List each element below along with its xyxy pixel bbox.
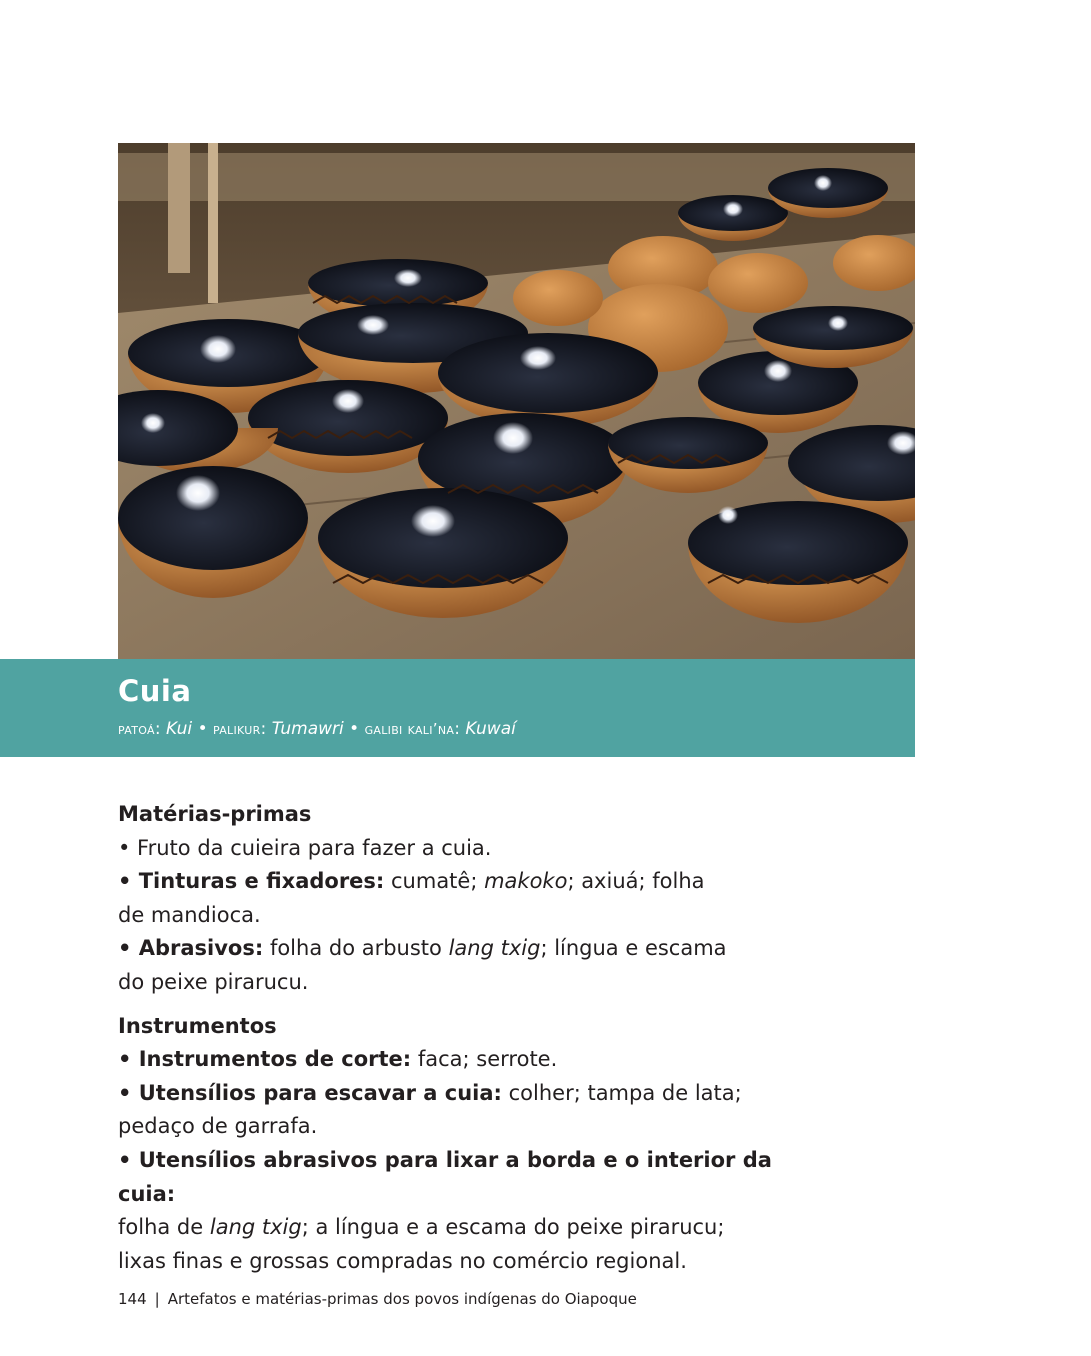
content: [118, 798, 818, 1278]
lang-name: galibi kali’na: [364, 720, 455, 738]
lang-name: palikur: [213, 720, 261, 738]
footer: [118, 1290, 637, 1308]
list-item: • Utensílios abrasivos para lixar a borda e o interior da cuia:: [118, 1147, 772, 1206]
term: Kuwaí: [465, 719, 516, 739]
list-item-cont: do peixe pirarucu.: [118, 969, 309, 994]
separator: •: [349, 719, 360, 739]
list-item: • Utensílios para escavar a cuia: colher; tampa de lata;: [118, 1080, 742, 1105]
cuia-photo: [118, 143, 915, 659]
list-item-cont: de mandioca.: [118, 902, 261, 927]
list-item: • Tinturas e fixadores: cumatê; makoko; axiuá; folha: [118, 869, 705, 894]
gourd-bowls-photo: [118, 143, 915, 659]
term: Kui: [165, 719, 193, 739]
term: Tumawri: [271, 719, 344, 739]
indigenous-names: patoá: Kui • palikur: Tumawri • galibi kali’na: Kuwaí: [118, 719, 516, 739]
list-item: • Fruto da cuieira para fazer a cuia.: [118, 835, 492, 860]
lang-name: patoá: [118, 720, 155, 738]
list-item-cont: folha de lang txig; a língua e a escama do peixe pirarucu;: [118, 1215, 725, 1240]
book-title: Artefatos e matérias-primas dos povos indígenas do Oiapoque: [167, 1290, 637, 1308]
list-item-cont: lixas finas e grossas compradas no comércio regional.: [118, 1248, 687, 1273]
list-item: • Instrumentos de corte: faca; serrote.: [118, 1047, 558, 1072]
separator: •: [197, 719, 208, 739]
section-title-instrumentos: Instrumentos: [118, 1013, 277, 1038]
section-title-materias: Matérias-primas: [118, 802, 312, 826]
list-item-cont: pedaço de garrafa.: [118, 1114, 318, 1139]
page-title: Cuia: [118, 674, 192, 708]
page-number: 144: [118, 1290, 147, 1308]
footer-divider: |: [154, 1290, 160, 1308]
list-item: • Abrasivos: folha do arbusto lang txig; língua e escama: [118, 936, 727, 961]
